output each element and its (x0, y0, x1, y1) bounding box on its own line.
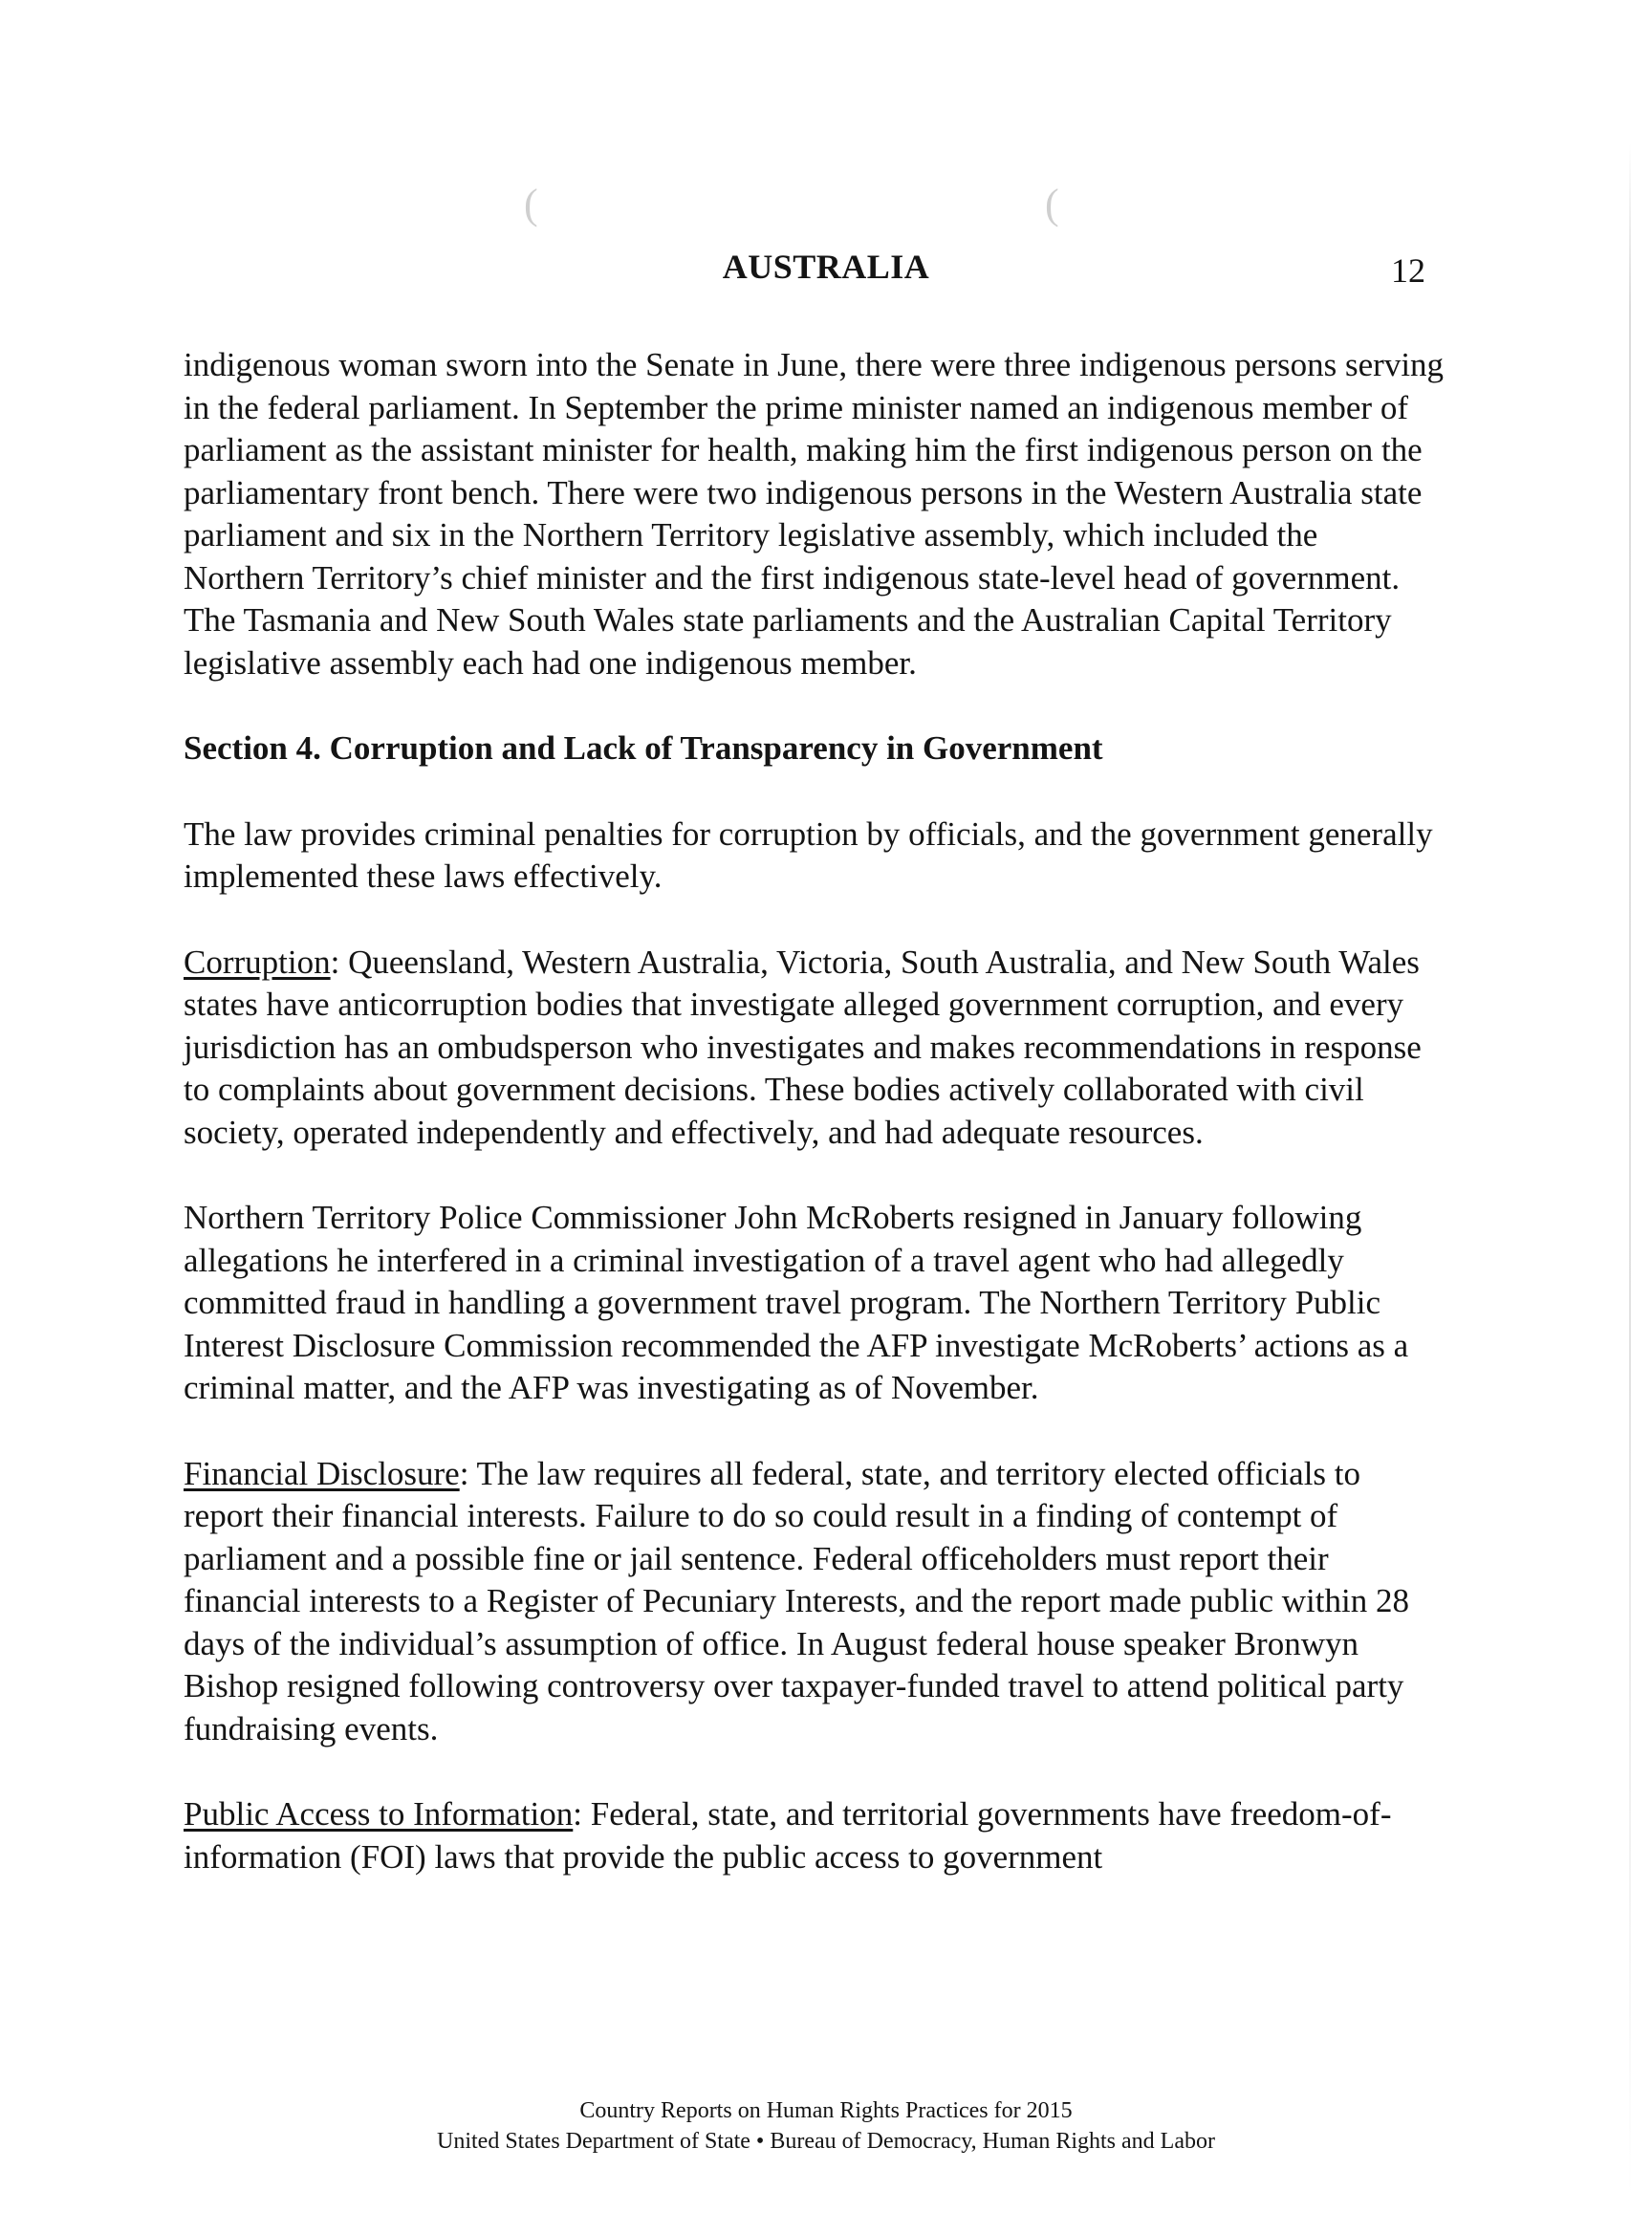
intro-paragraph: indigenous woman sworn into the Senate in June, there were three indigenous persons serving in the federal parliament. In September the prime minister named an indigenous member of parliament as the assistant minister for health, making him the first indigenous person on the parliamentary front bench. There were two indigenous persons in the Western Australia state parliament and six in the Northern Territory legislative assembly, which included the Northern Territory’s chief minister and the first indigenous state-level head of government. The Tasmania and New South Wales state parliaments and the Australian Capital Territory legislative assembly each had one indigenous member. (184, 346, 1445, 682)
scan-artifact-mark: ( (524, 181, 538, 228)
footer-line-department: United States Department of State • Bureau of Democracy, Human Rights and Labor (437, 2129, 1215, 2154)
public-access-paragraph (184, 1793, 1446, 1878)
corruption-text: : Queensland, Western Australia, Victoria, South Australia, and New South Wales states have anticorruption bodies that investigate alleged government corruption, and every jurisdiction has an ombudsperson who investigates and makes recommendations in response to complaints about government decisions. These bodies actively collaborated with civil society, operated independently and effectively, and had adequate resources. (184, 943, 1422, 1151)
page-number: 12 (1391, 251, 1425, 290)
page-footer (0, 2095, 1652, 2157)
financial-disclosure-paragraph (184, 1453, 1446, 1751)
financial-disclosure-subheading: Financial Disclosure (184, 1454, 460, 1492)
section-heading: Section 4. Corruption and Lack of Transparency in Government (184, 729, 1103, 767)
corruption-subheading: Corruption (184, 943, 331, 981)
public-access-text: : Federal, state, and territorial governments have freedom-of-information (FOI) laws that provide the public access to government (184, 1795, 1392, 1876)
scan-artifact-mark: ( (1045, 181, 1059, 228)
mcroberts-paragraph: Northern Territory Police Commissioner John McRoberts resigned in January following allegations he interfered in a criminal investigation of a travel agent who had allegedly committed fraud in handling a government travel program. The Northern Territory Public Interest Disclosure Commission recommended the AFP investigate McRoberts’ actions as a criminal matter, and the AFP was investigating as of November. (184, 1199, 1409, 1406)
footer-line-report: Country Reports on Human Rights Practices for 2015 (579, 2098, 1073, 2123)
page-edge-shadow (1629, 143, 1631, 2199)
corruption-paragraph (184, 942, 1446, 1155)
page-header-title: AUSTRALIA (722, 248, 930, 286)
public-access-subheading: Public Access to Information (184, 1795, 574, 1833)
document-body (184, 344, 1446, 1921)
financial-disclosure-text: : The law requires all federal, state, and territory elected officials to report their financial interests. Failure to do so could result in a finding of contempt of parliament and a possible fine or jail sentence. Federal officeholders must report their financial interests to a Register of Pecuniary Interests, and the report made public within 28 days of the individual’s assumption of office. In August federal house speaker Bronwyn Bishop resigned following controversy over taxpayer-funded travel to attend political party fundraising events. (184, 1454, 1409, 1747)
section-intro-paragraph: The law provides criminal penalties for corruption by officials, and the government generally implemented these laws effectively. (184, 814, 1433, 895)
